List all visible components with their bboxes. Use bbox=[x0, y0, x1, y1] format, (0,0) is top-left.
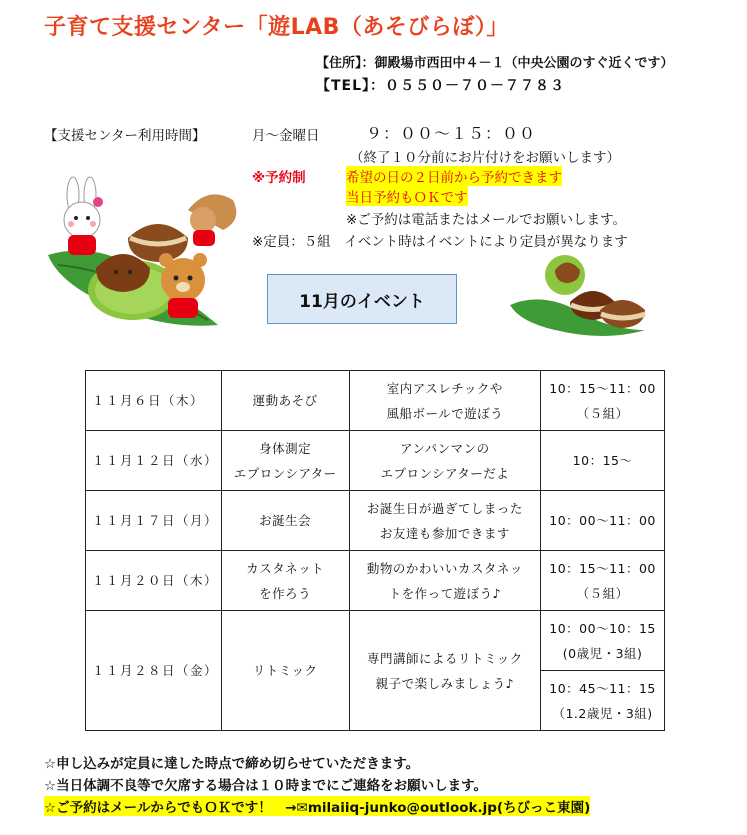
reservation-line2: 当日予約もＯＫです bbox=[346, 186, 468, 206]
event-name: リトミック bbox=[221, 611, 349, 731]
animals-chestnut-illustration bbox=[38, 180, 250, 340]
event-time: 10：00～11：00 bbox=[541, 491, 665, 551]
page-title: 子育て支援センター「遊LAB（あそびらぼ）」 bbox=[44, 15, 509, 40]
event-desc: アンパンマンの エプロンシアターだよ bbox=[349, 431, 541, 491]
hours-time: ９：００～１５：００ bbox=[366, 124, 537, 143]
hours-label: 【支援センター利用時間】 bbox=[44, 128, 206, 144]
hours-note: （終了１０分前にお片付けをお願いします） bbox=[350, 150, 620, 166]
event-desc: 室内アスレチックや 風船ボールで遊ぼう bbox=[349, 371, 541, 431]
capacity-note: ※定員：５組 イベント時はイベントにより定員が異なります bbox=[252, 234, 628, 250]
event-name: お誕生会 bbox=[221, 491, 349, 551]
event-time: 10：15～11：00 （５組） bbox=[541, 371, 665, 431]
table-row bbox=[86, 611, 665, 671]
event-date: １１月１２日（水） bbox=[86, 431, 222, 491]
event-date: １１月６日（木） bbox=[86, 371, 222, 431]
hours-days: 月～金曜日 bbox=[252, 128, 320, 144]
event-name: 運動あそび bbox=[221, 371, 349, 431]
reservation-label: ※予約制 bbox=[252, 170, 306, 186]
events-table bbox=[85, 370, 665, 731]
event-time: 10：45～11：15 （1.2歳児・3組) bbox=[541, 671, 665, 731]
footer-line2: ☆当日体調不良等で欠席する場合は１０時までにご連絡をお願いします。 bbox=[44, 778, 488, 794]
event-date: １１月１７日（月） bbox=[86, 491, 222, 551]
address-line: 【住所】：御殿場市西田中４－１（中央公園のすぐ近くです） bbox=[316, 56, 674, 71]
table-row bbox=[86, 371, 665, 431]
reservation-line3: ※ご予約は電話またはメールでお願いします。 bbox=[346, 212, 626, 228]
table-row bbox=[86, 551, 665, 611]
footer-email-line[interactable]: ☆ご予約はメールからでもＯＫです！ →✉milaiiq-junko@outlook.jp(ちびっこ東園) bbox=[44, 796, 590, 816]
event-desc: 専門講師によるリトミック 親子で楽しみましょう♪ bbox=[349, 611, 541, 731]
event-name: 身体測定 エプロンシアター bbox=[221, 431, 349, 491]
reservation-line1: 希望の日の２日前から予約できます bbox=[346, 166, 562, 186]
table-row bbox=[86, 491, 665, 551]
tel-line: 【TEL】：０５５０－７０－７７８３ bbox=[316, 78, 566, 94]
footer-line1: ☆申し込みが定員に達した時点で締め切らせていただきます。 bbox=[44, 756, 420, 772]
event-time: 10：00～10：15 (0歳児・3組) bbox=[541, 611, 665, 671]
event-date: １１月２８日（金） bbox=[86, 611, 222, 731]
events-title-box: 11月のイベント bbox=[267, 274, 457, 324]
table-row bbox=[86, 431, 665, 491]
event-desc: お誕生日が過ぎてしまった お友達も参加できます bbox=[349, 491, 541, 551]
event-time: 10：15～11：00 （５組） bbox=[541, 551, 665, 611]
event-desc: 動物のかわいいカスタネッ トを作って遊ぼう♪ bbox=[349, 551, 541, 611]
event-date: １１月２０日（木） bbox=[86, 551, 222, 611]
event-name: カスタネット を作ろう bbox=[221, 551, 349, 611]
chestnut-illustration bbox=[505, 250, 655, 340]
event-time: 10：15～ bbox=[541, 431, 665, 491]
